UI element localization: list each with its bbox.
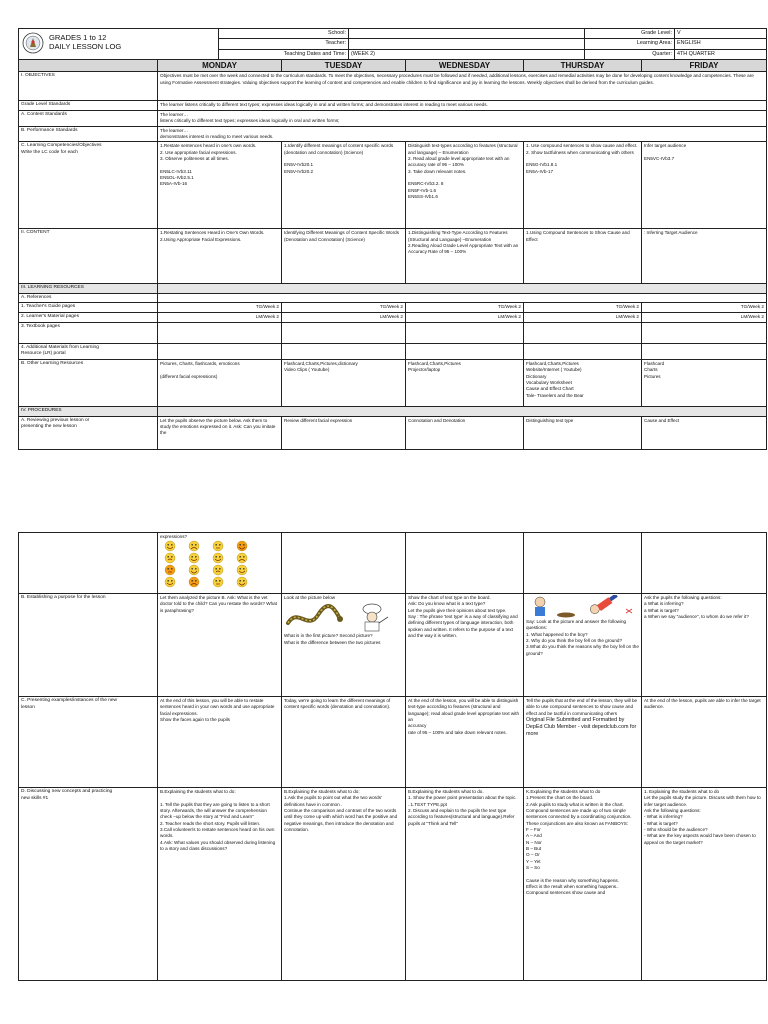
competencies-wednesday: Distinguish text-types according to features (structural and language) – Enumeration 2. Read aloud grade level appropriate text with an accuracy rate of 95 – 100% 3. Take down relevant notes. EN5RC-IVb3.2. 8 EN5F-IVb-1.6 EN5SS-IVb1.6: [406, 142, 524, 229]
title-grades: GRADES 1 to 12: [49, 33, 107, 42]
emoticon-face-icon: [165, 541, 175, 551]
other-resources-label: B. Other Learning Resources: [19, 359, 158, 406]
additional-friday: [642, 343, 767, 359]
title-dll: DAILY LESSON LOG: [49, 42, 122, 52]
other-resources-friday: Flashcard Charts Pictures: [642, 359, 767, 406]
dates-label: Teaching Dates and Time:: [219, 49, 349, 59]
day-header-blank: [19, 60, 158, 72]
emoticon-face-icon: [165, 565, 175, 575]
emoticon-face-icon: [165, 553, 175, 563]
other-resources-wednesday: Flashcard,Charts,Pictures Projector/laptop: [406, 359, 524, 406]
day-wednesday: WEDNESDAY: [406, 60, 524, 72]
grade-label: Grade Level:: [585, 29, 675, 39]
content-tuesday: Identifying Different Meanings of Content Specific Words (Denotation and Connotation) (Science): [282, 229, 406, 284]
additional-wednesday: [406, 343, 524, 359]
grade-standards-row: [19, 101, 767, 111]
day-monday: MONDAY: [158, 60, 282, 72]
procedure-c-friday: At the end of the lesson, pupils are able to infer the target audience.: [642, 697, 767, 788]
school-label: School:: [219, 29, 349, 39]
depedclub-credit: Original File Submitted and Formatted by DepEd Club Member - visit depedclub.com for more: [526, 716, 637, 738]
content-row: [19, 229, 767, 284]
other-resources-row: [19, 359, 767, 406]
lm-friday: LM/Week 2: [642, 313, 767, 323]
days-row: [19, 60, 767, 72]
tg-monday: TG/Week 2: [158, 303, 282, 313]
procedure-d-monday: B.Explaining the students what to do: 1. Tell the pupils that they are going to listen to a short story. Afterwards, the will answer the comprehension check –up below the story at "Find and Learn" 2. Teacher reads the short story. Pupils will listen. 3.Call volunteer/s to restate sentences heard on his own words. 4.Ask: What values you should observed during listening to a story and class discussions?: [158, 788, 282, 981]
quarter-value: 4TH QUARTER: [675, 49, 767, 59]
procedure-a-cont-monday: [158, 533, 282, 594]
emoticon-face-icon: [237, 565, 247, 575]
school-value: [349, 29, 585, 39]
lesson-table: [18, 59, 767, 449]
procedures-blank: [158, 406, 767, 416]
procedure-b-thursday: [524, 594, 642, 697]
procedure-c-tuesday: Today, we're going to learn the different meanings of content specific words (denotation and connotation).: [282, 697, 406, 788]
emoticon-face-icon: [189, 553, 199, 563]
objectives-label: I. OBJECTIVES: [19, 72, 158, 101]
emoticon-face-icon: [213, 553, 223, 563]
performance-standards-row: [19, 126, 767, 142]
lm-label: 2. Learner's Material pages: [19, 313, 158, 323]
boy-falling-picture: [526, 595, 638, 619]
procedure-d-row: [19, 788, 767, 981]
procedure-c-wednesday: At the end of the lesson, you will be able to distinguish text-type according to features (structural and language); read aloud grade level appropriate text with an accuracy rate of 95 – 100% and take down relevant notes.: [406, 697, 524, 788]
procedure-b-wednesday: Show the chart of text type on the board. Ask: Do you know what is a text type? Let the pupils give their opinions about text type. Say : The phrase 'text type' is a way of classifying and defining different types of language interaction, both spoken and written. It refers to the purpose of a text and the way it is written.: [406, 594, 524, 697]
procedure-c-row: [19, 697, 767, 788]
additional-label: 4. Additional Materials from Learning Resource (LR) portal: [19, 343, 158, 359]
objectives-text: Objectives must be met over the week and connected to the curriculum standards. To meet the objectives, necessary procedures must be followed and if needed, additional lessons, exercises and remedial activities may be done for developing content knowledge and competencies. These are using Formative Assessment strategies. Valuing objectives support the learning of content and competencies and enable children to find significance and joy in learning the lessons. Weekly objectives shall be derived from the curriculum guides.: [158, 72, 767, 101]
content-standards-text: The learner… listens critically to different text types; expresses ideas logically in oral and written forms;: [158, 110, 767, 126]
lm-thursday: LM/Week 2: [524, 313, 642, 323]
procedure-b-tuesday-intro: Look at the picture below: [284, 595, 336, 600]
grade-value: V: [675, 29, 767, 39]
textbook-tuesday: [282, 322, 406, 343]
objectives-row: [19, 72, 767, 101]
emoticon-face-icon: [189, 541, 199, 551]
area-label: Learning Area:: [585, 39, 675, 49]
other-resources-thursday: Flashcard,Charts,Pictures Website/Internet ( Youtube) Dictionary Vocabulary Worksheet Cause and Effect Chart Tale- Travelers and the Bear: [524, 359, 642, 406]
additional-tuesday: [282, 343, 406, 359]
procedure-a-wednesday: Connotation and Denotation: [406, 416, 524, 449]
other-resources-tuesday: Flashcard,Charts,Pictures,dictionary Video Clips ( Youtube): [282, 359, 406, 406]
procedures-label: IV. PROCEDURES: [19, 406, 158, 416]
competencies-tuesday: 1.Identify different meanings of content specific words (denotation and connotation) (Science) EN5V-IVb20.1 EN5V-IVb20.2: [282, 142, 406, 229]
emoticon-face-icon: [213, 577, 223, 587]
textbook-row: [19, 322, 767, 343]
emoticon-face-icon: [165, 577, 175, 587]
competencies-row: [19, 142, 767, 229]
header-table: [18, 28, 767, 60]
emoticons-picture: [160, 540, 260, 588]
procedures-row: [19, 406, 767, 416]
procedure-d-label: D. Discussing new concepts and practicing new skills #1: [19, 788, 158, 981]
content-thursday: 1.Using Compound Sentences to Show Cause and Effect: [524, 229, 642, 284]
procedure-a-cont-friday: [642, 533, 767, 594]
procedure-a-cont-row: [19, 533, 767, 594]
emoticon-face-icon: [237, 577, 247, 587]
procedure-b-tuesday: [282, 594, 406, 697]
procedure-b-row: [19, 594, 767, 697]
title-block: [19, 29, 219, 60]
competencies-friday: Infer target audience EN5VC-IVb3.7: [642, 142, 767, 229]
procedure-a-row: [19, 416, 767, 449]
performance-standards-label: B. Performance Standards: [19, 126, 158, 142]
procedure-a-cont-thursday: [524, 533, 642, 594]
procedure-c-thursday: [524, 697, 642, 788]
content-label: II. CONTENT: [19, 229, 158, 284]
resources-label: III. LEARNING RESOURCES: [19, 284, 158, 294]
teacher-value: [349, 39, 585, 49]
content-friday: : Inferring Target Audience: [642, 229, 767, 284]
day-thursday: THURSDAY: [524, 60, 642, 72]
additional-row: [19, 343, 767, 359]
procedure-a-thursday: Distinguishing text type: [524, 416, 642, 449]
lm-wednesday: LM/Week 2: [406, 313, 524, 323]
day-tuesday: TUESDAY: [282, 60, 406, 72]
procedure-b-thursday-text: Say: Look at the picture and answer the following questions: 1. What happened to the boy? 2. Why do you think the boy fell on the ground? 3.What do you think the reasons why the boy fell on the ground?: [526, 619, 639, 656]
references-blank: [158, 293, 767, 303]
content-standards-label: A. Content Standards: [19, 110, 158, 126]
competencies-label: C. Learning Competencies/Objectives Write the LC code for each: [19, 142, 158, 229]
procedure-a-monday: Let the pupils observe the picture below. Ask them to study the emotions expressed on it. Ask: Can you imitate the: [158, 416, 282, 449]
grade-standards-text: The learner listens critically to different text types; expresses ideas logically in oral and written forms; and demonstrates interest in reading to meet various needs.: [158, 101, 767, 111]
competencies-thursday: 1. Use compound sentences to show cause and effect. 2. Show tactfulness when communicating with others EN5G-IVb1.8.1 EN5A-IVb-17: [524, 142, 642, 229]
lesson-table-continued: [18, 532, 767, 981]
procedure-a-cont-label: [19, 533, 158, 594]
content-standards-row: [19, 110, 767, 126]
emoticon-face-icon: [237, 553, 247, 563]
textbook-wednesday: [406, 322, 524, 343]
emoticon-face-icon: [213, 541, 223, 551]
day-friday: FRIDAY: [642, 60, 767, 72]
textbook-friday: [642, 322, 767, 343]
lm-row: [19, 313, 767, 323]
tg-tuesday: TG/Week 2: [282, 303, 406, 313]
procedure-b-monday: Let them analyzed the picture B. Ask: What is the vet doctor told to the child? Can you restate the words? What is paraphrasing?: [158, 594, 282, 697]
procedure-b-friday: Ask the pupils the following questions: a What is inferring? a What is target? a When we say "audience", to whom do we refer it?: [642, 594, 767, 697]
grade-standards-label: Grade Level Standards: [19, 101, 158, 111]
textbook-thursday: [524, 322, 642, 343]
emoticon-face-icon: [189, 577, 199, 587]
procedure-a-friday: Cause and Effect: [642, 416, 767, 449]
procedure-a-cont-wednesday: [406, 533, 524, 594]
procedure-b-label: B. Establishing a purpose for the lesson: [19, 594, 158, 697]
tg-wednesday: TG/Week 2: [406, 303, 524, 313]
procedure-a-cont-text: expressions?: [160, 534, 188, 539]
tg-friday: TG/Week 2: [642, 303, 767, 313]
quarter-label: Quarter:: [585, 49, 675, 59]
procedure-d-wednesday: B.Explaining the students what to do. 1. Show the power point presentation about the topic. ..1.TEXT TYPE.ppt 2. Discuss and explain to the pupils the text type according to features(structural and language).Refer pupils at "Think and Tell": [406, 788, 524, 981]
lm-tuesday: LM/Week 2: [282, 313, 406, 323]
resources-blank: [158, 284, 767, 294]
deped-seal-icon: [22, 32, 44, 54]
procedure-a-label: A. Reviewing previous lesson or presenting the new lesson: [19, 416, 158, 449]
competencies-monday: 1.Restate sentences heard in one's own words. 2. Use appropriate facial expressions. 3. Observe politeness at all times. EN5LC-IVb3.11 EN5OL-IVb2.5.1 EN5A-IVb-16: [158, 142, 282, 229]
teacher-label: Teacher:: [219, 39, 349, 49]
additional-monday: [158, 343, 282, 359]
dates-value: (WEEK 2): [349, 49, 585, 59]
procedure-c-thursday-text: Tell the pupils that at the end of the lesson, they will be able to use compound sentences to show cause and effect and be tactful in communicating others: [526, 698, 638, 716]
other-resources-monday: Pictures, Charts, flashcards, emoticons (different facial expressions): [158, 359, 282, 406]
procedure-c-monday: At the end of this lesson, you will be able to restate sentences heard in your own words and use appropriate facial expressions. Show the faces again to the pupils: [158, 697, 282, 788]
emoticon-face-icon: [189, 565, 199, 575]
textbook-label: 3. Textbook pages: [19, 322, 158, 343]
area-value: ENGLISH: [675, 39, 767, 49]
procedure-c-label: C. Presenting examples/instances of the new lesson: [19, 697, 158, 788]
procedure-d-tuesday: B.Explaining the students what to do: 1.Ask the pupils to point out what the two words' definitions have in common . Continue the comparison and contrast of the two words until they come up with which word has the positive and negative meanings, then introduce the denotation and connotation.: [282, 788, 406, 981]
procedure-a-tuesday: Review different facial expression: [282, 416, 406, 449]
textbook-monday: [158, 322, 282, 343]
procedure-b-tuesday-text: What is in the first picture? Second picture? What is the difference between the two pictures: [284, 633, 381, 645]
lesson-log-page-1: [18, 28, 766, 450]
content-monday: 1.Restating Sentences Heard in One's Own Words. 2.Using Appropriate Facial Expressions.: [158, 229, 282, 284]
emoticon-face-icon: [213, 565, 223, 575]
performance-standards-text: The learner… demonstrates interest in reading to meet various needs.: [158, 126, 767, 142]
lesson-log-page-2: [18, 532, 766, 981]
procedure-a-cont-tuesday: [282, 533, 406, 594]
content-wednesday: 1.Distinguishing Text-Type According to Features (Structural and Language) –Enumeration 2.Reading Aloud Grade Level Appropriate Text with an Accuracy Rate of 95 – 100%: [406, 229, 524, 284]
tg-label: 1. Teacher's Guide pages: [19, 303, 158, 313]
snake-and-cook-picture: [284, 601, 400, 633]
emoticon-face-icon: [237, 541, 247, 551]
references-row: [19, 293, 767, 303]
lm-monday: LM/Week 2: [158, 313, 282, 323]
additional-thursday: [524, 343, 642, 359]
tg-thursday: TG/Week 2: [524, 303, 642, 313]
resources-row: [19, 284, 767, 294]
references-label: A. References: [19, 293, 158, 303]
procedure-d-thursday: K.Explaining the students what to do 1.Present the chart on the board. 2.Ask pupils to study what is written in the chart. Compound sentences are made up of two simple sentences connected by a coordinating conjunction. These conjunctions are also known as FANBOYS: F – For A – And N – Nor B – But O – Or Y – Yet S – So Cause is the reason why something happens. Effect is the result when something happens.. Compound sentences show cause and: [524, 788, 642, 981]
procedure-d-friday: 1. Explaining the students what to do Let the pupils study the picture. Discuss with them how to infer target audience. Ask the following questions: - What is inferring? - What is target? - Who should be the audience? - What are the key aspects would have been chosen to appeal on the target market?: [642, 788, 767, 981]
tg-row: [19, 303, 767, 313]
